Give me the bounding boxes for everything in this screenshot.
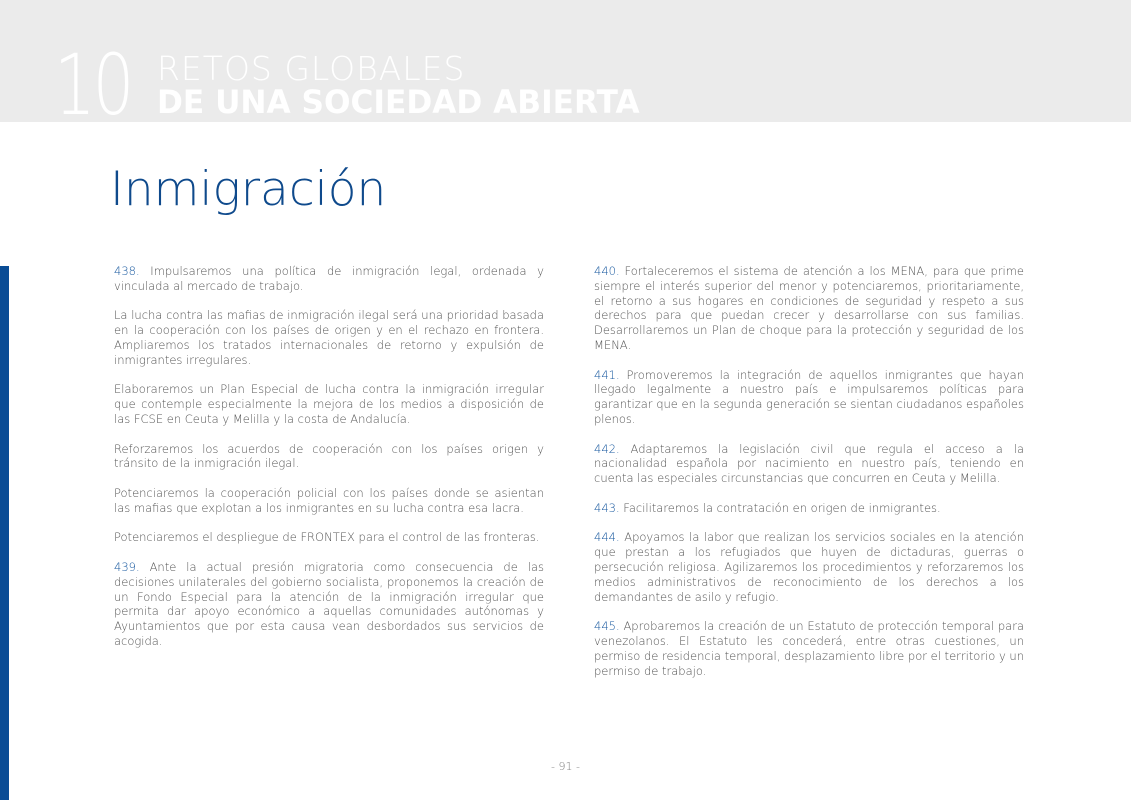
paragraph-text: Ante la actual presión migratoria como consecuencia de las decisiones unilaterales del gobierno socialista, proponemos la creación de un Fondo Especial para la atención de la inmigración irregular que permita dar apoyo económico a aquellas comunidades autónomas y Ayuntamientos que por esta causa vean desbordados sus servicios de acogida. — [114, 559, 544, 648]
paragraph — [594, 264, 1024, 353]
paragraph — [114, 486, 544, 516]
paragraph-text: Potenciaremos la cooperación policial con los países donde se asientan las mafias que explotan a los inmigrantes en su lucha contra esa lacra. — [114, 485, 544, 515]
page-number: - 91 - — [551, 760, 580, 773]
paragraph — [114, 442, 544, 472]
paragraph-text: Impulsaremos una política de inmigración legal, ordenada y vinculada al mercado de trabajo. — [114, 264, 544, 293]
paragraph-number: 445. — [594, 619, 620, 634]
chapter-number: 10 — [54, 36, 132, 134]
accent-bar — [0, 266, 9, 800]
paragraph-number: 440. — [594, 264, 620, 278]
paragraph-text: Apoyamos la labor que realizan los servicios sociales en la atención que prestan a los refugiados que huyen de dictaduras, guerras o persecución religiosa. Agilizaremos los procedimientos y reforzaremos los medios administrativos de reconocimiento de los derechos a los demandantes de asilo y refugio. — [594, 530, 1024, 604]
section-title: Inmigración — [110, 162, 387, 217]
paragraph-number: 438. — [114, 264, 140, 278]
paragraph — [594, 530, 1024, 604]
paragraph-number: 442. — [594, 441, 620, 456]
paragraph — [114, 530, 544, 545]
paragraph-number: 439. — [114, 559, 140, 574]
paragraph — [594, 619, 1024, 678]
paragraph-text: La lucha contra las mafias de inmigración ilegal será una prioridad basada en la cooperación con los países de origen y en el rechazo en frontera. Ampliaremos los tratados internacionales de retorno y expulsión de inmigrantes irregulares. — [114, 308, 544, 367]
chapter-title-line1: RETOS GLOBALES — [157, 49, 466, 88]
paragraph-text: Reforzaremos los acuerdos de cooperación con los países origen y tránsito de la inmigración ilegal. — [114, 441, 544, 471]
chapter-title-line2: DE UNA SOCIEDAD ABIERTA — [157, 83, 640, 121]
paragraph — [594, 442, 1024, 486]
paragraph-text: Aprobaremos la creación de un Estatuto de protección temporal para venezolanos. El Estatuto les concederá, entre otras cuestiones, un permiso de residencia temporal, desplazamiento libre por el territorio y un permiso de trabajo. — [594, 619, 1024, 678]
paragraph-text: Potenciaremos el despliegue de FRONTEX para el control de las fronteras. — [114, 530, 540, 545]
paragraph-text: Promoveremos la integración de aquellos inmigrantes que hayan llegado legalmente a nuestro país e impulsaremos políticas para garantizar que en la segunda generación se sientan ciudadanos españoles plenos. — [594, 367, 1024, 426]
paragraph-number: 444. — [594, 530, 620, 545]
right-column — [594, 264, 1024, 693]
paragraph — [594, 368, 1024, 427]
paragraph — [114, 264, 544, 294]
paragraph — [594, 501, 1024, 516]
paragraph-number: 443. — [594, 500, 620, 515]
paragraph — [114, 382, 544, 426]
paragraph — [114, 308, 544, 367]
paragraph — [114, 560, 544, 649]
left-column — [114, 264, 544, 664]
paragraph-number: 441. — [594, 367, 620, 382]
paragraph-text: Facilitaremos la contratación en origen de inmigrantes. — [619, 500, 941, 515]
paragraph-text: Elaboraremos un Plan Especial de lucha contra la inmigración irregular que contemple especialmente la mejora de los medios a disposición de las FCSE en Ceuta y Melilla y la costa de Andalucía. — [114, 382, 544, 426]
paragraph-text: Fortaleceremos el sistema de atención a los MENA, para que prime siempre el interés superior del menor y potenciaremos, prioritariamente, el retorno a sus hogares en condiciones de seguridad y respeto a sus derechos para que puedan crecer y desarrollarse con sus familias. Desarrollaremos un Plan de choque para la protección y seguridad de los MENA. — [594, 264, 1024, 352]
paragraph-text: Adaptaremos la legislación civil que regula el acceso a la nacionalidad española por nacimiento en nuestro país, teniendo en cuenta las especiales circunstancias que concurren en Ceuta y Melilla. — [594, 441, 1024, 486]
